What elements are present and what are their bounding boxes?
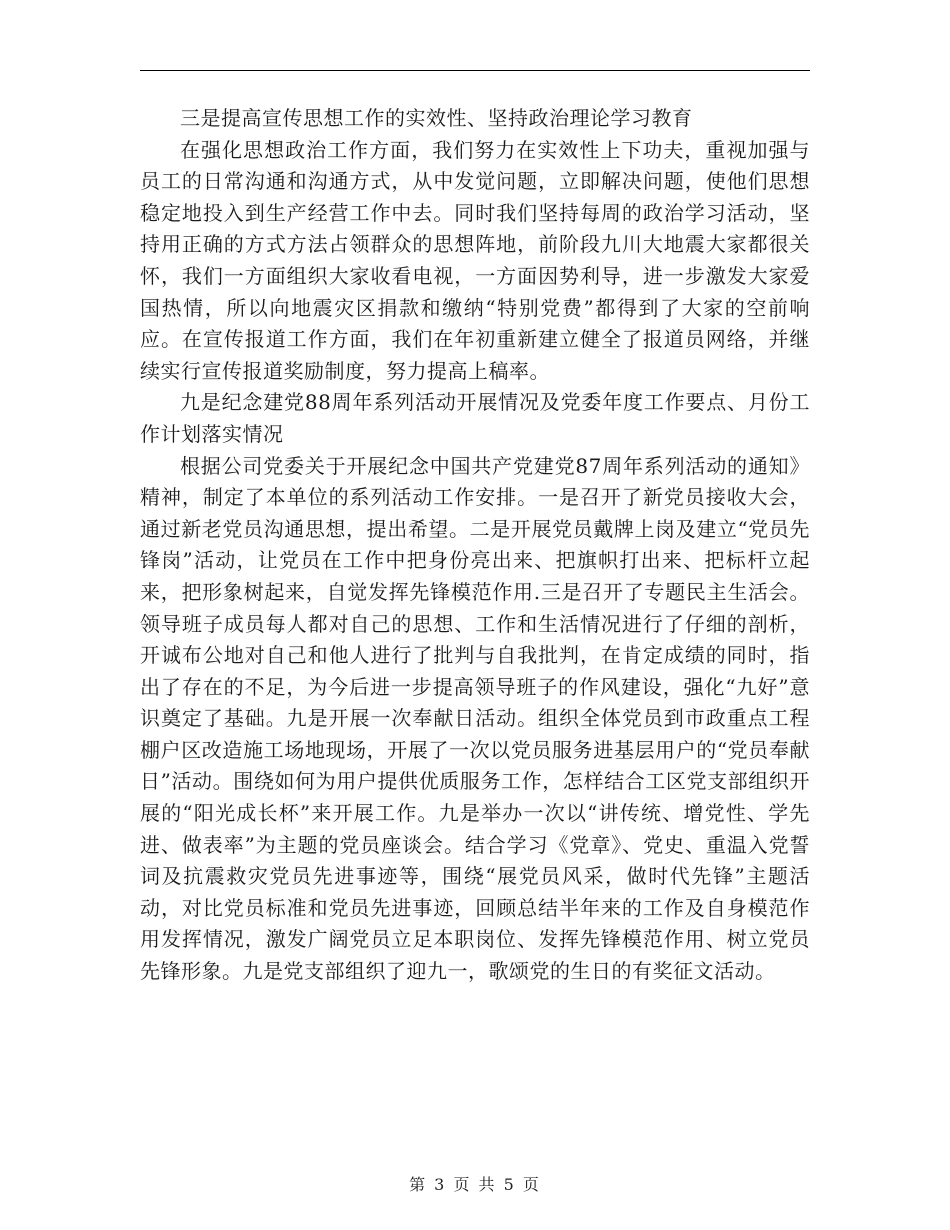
- page-number-footer: 第 3 页 共 5 页: [409, 1175, 541, 1194]
- header-rule: [140, 70, 810, 71]
- section-heading-propaganda: 三是提高宣传思想工作的实效性、坚持政治理论学习教育: [180, 106, 693, 130]
- section-heading-anniversary: 九是纪念建党88周年系列活动开展情况及党委年度工作要点、月份工作计划落实情况: [140, 390, 810, 446]
- document-body: [140, 103, 810, 988]
- paragraph-propaganda-work: 在强化思想政治工作方面，我们努力在实效性上下功夫，重视加强与员工的日常沟通和沟通方式，从中发觉问题，立即解决问题，使他们思想稳定地投入到生产经营工作中去。同时我们坚持每周的政治学习活动，坚持用正确的方式方法占领群众的思想阵地，前阶段九川大地震大家都很关怀，我们一方面组织大家收看电视，一方面因势利导，进一步激发大家爱国热情，所以向地震灾区捐款和缴纳“特别党费”都得到了大家的空前响应。在宣传报道工作方面，我们在年初重新建立健全了报道员网络，并继续实行宣传报道奖励制度，努力提高上稿率。: [140, 137, 810, 383]
- paragraph-anniversary-activities: 根据公司党委关于开展纪念中国共产党建党87周年系列活动的通知》精神，制定了本单位的系列活动工作安排。一是召开了新党员接收大会，通过新老党员沟通思想，提出希望。二是开展党员戴牌上岗及建立“党员先锋岗”活动，让党员在工作中把身份亮出来、把旗帜打出来、把标杆立起来，把形象树起来，自觉发挥先锋模范作用.三是召开了专题民主生活会。领导班子成员每人都对自己的思想、工作和生活情况进行了仔细的剖析，开诚布公地对自己和他人进行了批判与自我批判，在肯定成绩的同时，指出了存在的不足，为今后进一步提高领导班子的作风建设，强化“九好”意识奠定了基础。九是开展一次奉献日活动。组织全体党员到市政重点工程棚户区改造施工场地现场，开展了一次以党员服务进基层用户的“党员奉献日”活动。围绕如何为用户提供优质服务工作，怎样结合工区党支部组织开展的“阳光成长杯”来开展工作。九是举办一次以“讲传统、增党性、学先进、做表率”为主题的党员座谈会。结合学习《党章》、党史、重温入党誓词及抗震救灾党员先进事迹等，围绕“展党员风采，做时代先锋”主题活动，对比党员标准和党员先进事迹，回顾总结半年来的工作及自身模范作用发挥情况，激发广阔党员立足本职岗位、发挥先锋模范作用、树立党员先锋形象。九是党支部组织了迎九一，歌颂党的生日的有奖征文活动。: [140, 453, 810, 984]
